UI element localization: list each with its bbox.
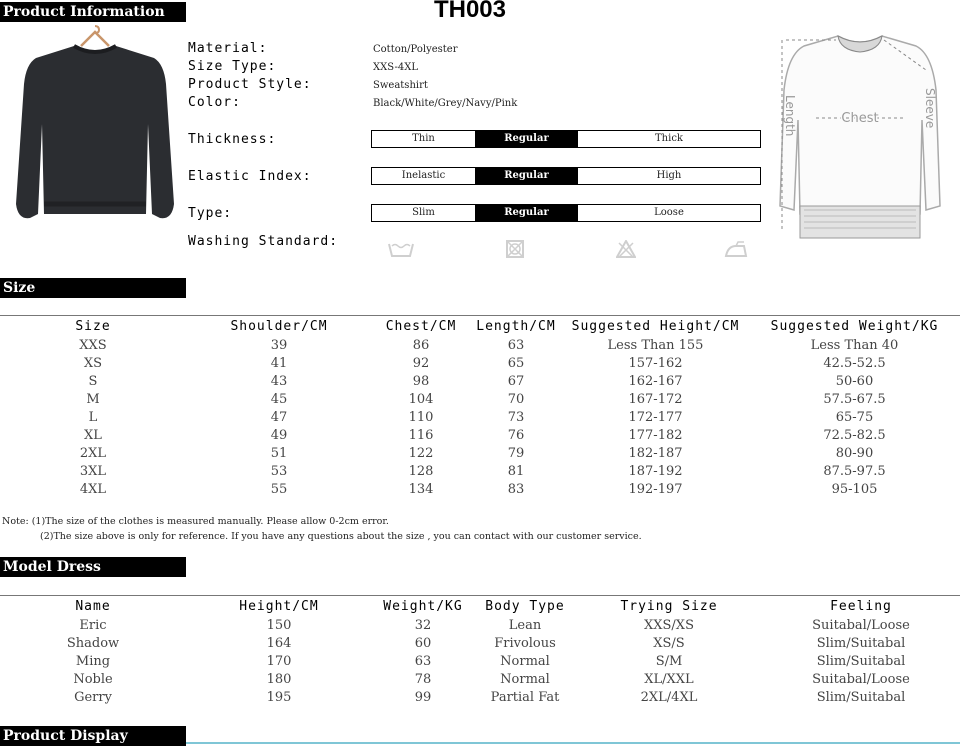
- cell: 49: [270, 427, 288, 443]
- no-tumble-dry-icon: [506, 240, 524, 263]
- cell: Less Than 155: [607, 337, 704, 353]
- type-option-regular: Regular: [475, 205, 578, 221]
- color-value: Black/White/Grey/Navy/Pink: [373, 98, 518, 109]
- cell: XS/S: [653, 635, 685, 651]
- table-row: [0, 616, 960, 634]
- cell: 67: [507, 373, 525, 389]
- cell: 164: [266, 635, 292, 651]
- cell: Shadow: [66, 635, 120, 651]
- section-header-product-display: Product Display: [0, 726, 186, 746]
- cell: 72.5-82.5: [823, 427, 886, 443]
- cell: XL: [84, 427, 102, 443]
- model-table-header: [0, 597, 960, 616]
- table-row: [0, 444, 960, 462]
- cell: 195: [266, 689, 292, 705]
- thickness-label: Thickness:: [188, 132, 277, 147]
- cell: M: [86, 391, 100, 407]
- cell: S/M: [655, 653, 683, 669]
- cell: 70: [507, 391, 525, 407]
- thickness-option-thin: Thin: [412, 133, 435, 144]
- cell: 65: [507, 355, 525, 371]
- size-type-value: XXS-4XL: [373, 62, 418, 73]
- cell: 4XL: [79, 481, 107, 497]
- cell: Noble: [73, 671, 113, 687]
- cell: 99: [414, 689, 432, 705]
- cell: 104: [408, 391, 434, 407]
- cell: Partial Fat: [490, 689, 560, 705]
- cell: 43: [270, 373, 288, 389]
- cell: 170: [266, 653, 292, 669]
- cell: 55: [270, 481, 288, 497]
- table-row: [0, 670, 960, 688]
- cell: XS: [83, 355, 103, 371]
- column-header: Suggested Weight/KG: [770, 319, 939, 334]
- elastic-scale: [371, 167, 761, 185]
- size-note-2: (2)The size above is only for reference. If you have any questions about the size , you can contact with our customer service.: [40, 531, 642, 542]
- cell: Slim/Suitabal: [816, 653, 906, 669]
- table-row: [0, 652, 960, 670]
- product-style-label: Product Style:: [188, 77, 312, 92]
- table-row: [0, 480, 960, 498]
- column-header: Height/CM: [239, 599, 319, 614]
- cell: Suitabal/Loose: [812, 671, 910, 687]
- cell: 63: [414, 653, 432, 669]
- cell: Frivolous: [494, 635, 556, 651]
- cell: 39: [270, 337, 288, 353]
- washing-standard-label: Washing Standard:: [188, 234, 339, 249]
- cell: Slim/Suitabal: [816, 635, 906, 651]
- cell: Gerry: [74, 689, 112, 705]
- cell: 2XL: [79, 445, 107, 461]
- cell: Ming: [75, 653, 111, 669]
- cell: XL/XXL: [644, 671, 694, 687]
- column-header: Trying Size: [620, 599, 718, 614]
- cell: 87.5-97.5: [823, 463, 886, 479]
- size-table: [0, 317, 960, 498]
- cell: Lean: [508, 617, 542, 633]
- cell: Slim/Suitabal: [816, 689, 906, 705]
- cell: 76: [507, 427, 525, 443]
- cell: Eric: [79, 617, 107, 633]
- column-header: Weight/KG: [383, 599, 463, 614]
- cell: 81: [507, 463, 525, 479]
- cell: Normal: [500, 653, 550, 669]
- cell: 172-177: [628, 409, 683, 425]
- cell: 116: [408, 427, 434, 443]
- cell: 83: [507, 481, 525, 497]
- no-bleach-icon: [616, 240, 636, 263]
- cell: 79: [507, 445, 525, 461]
- section-header-model-dress: Model Dress: [0, 557, 186, 577]
- cell: 50-60: [835, 373, 874, 389]
- section-header-size: Size: [0, 278, 186, 298]
- cell: 180: [266, 671, 292, 687]
- cell: 98: [412, 373, 430, 389]
- cell: 73: [507, 409, 525, 425]
- type-option-slim: Slim: [412, 207, 435, 218]
- material-label: Material:: [188, 41, 268, 56]
- cell: 3XL: [79, 463, 107, 479]
- cell: 60: [414, 635, 432, 651]
- cell: 86: [412, 337, 430, 353]
- cell: 187-192: [628, 463, 683, 479]
- cell: 157-162: [628, 355, 683, 371]
- size-type-label: Size Type:: [188, 59, 277, 74]
- cell: 51: [270, 445, 288, 461]
- diagram-chest-label: Chest: [841, 111, 879, 126]
- cell: 2XL/4XL: [640, 689, 698, 705]
- type-scale: [371, 204, 761, 222]
- cell: 182-187: [628, 445, 683, 461]
- cell: L: [88, 409, 98, 425]
- cell: 47: [270, 409, 288, 425]
- section-header-product-information: Product Information: [0, 2, 186, 22]
- cell: 53: [270, 463, 288, 479]
- diagram-length-label: Length: [783, 95, 797, 137]
- elastic-index-label: Elastic Index:: [188, 169, 312, 184]
- column-header: Length/CM: [476, 319, 556, 334]
- sweatshirt-photo: [14, 24, 176, 224]
- table-row: [0, 390, 960, 408]
- cell: 128: [408, 463, 434, 479]
- size-table-top-rule: [0, 315, 960, 316]
- cell: 110: [408, 409, 434, 425]
- measurement-diagram: [776, 30, 944, 246]
- product-code: TH003: [433, 0, 507, 23]
- cell: 65-75: [835, 409, 874, 425]
- cell: Normal: [500, 671, 550, 687]
- hand-wash-icon: [388, 240, 414, 263]
- table-row: [0, 354, 960, 372]
- iron-icon: [724, 240, 748, 263]
- column-header: Suggested Height/CM: [571, 319, 740, 334]
- cell: 150: [266, 617, 292, 633]
- cell: 42.5-52.5: [823, 355, 886, 371]
- cell: XXS: [79, 337, 107, 353]
- table-row: [0, 336, 960, 354]
- thickness-option-regular: Regular: [475, 131, 578, 147]
- diagram-sleeve-label: Sleeve: [923, 88, 937, 129]
- cell: 45: [270, 391, 288, 407]
- cell: 162-167: [628, 373, 683, 389]
- elastic-option-inelastic: Inelastic: [401, 170, 446, 181]
- table-row: [0, 426, 960, 444]
- column-header: Shoulder/CM: [230, 319, 328, 334]
- table-row: [0, 462, 960, 480]
- column-header: Size: [75, 319, 111, 334]
- cell: 80-90: [835, 445, 874, 461]
- elastic-option-high: High: [656, 170, 682, 181]
- cell: 57.5-67.5: [823, 391, 886, 407]
- cell: 78: [414, 671, 432, 687]
- size-note-1: Note: (1)The size of the clothes is measured manually. Please allow 0-2cm error.: [2, 516, 389, 527]
- product-style-value: Sweatshirt: [373, 80, 428, 91]
- column-header: Feeling: [830, 599, 892, 614]
- cell: 32: [414, 617, 432, 633]
- material-value: Cotton/Polyester: [373, 44, 458, 55]
- cell: 92: [412, 355, 430, 371]
- model-table: [0, 597, 960, 706]
- color-label: Color:: [188, 95, 241, 110]
- table-row: [0, 408, 960, 426]
- cell: 122: [408, 445, 434, 461]
- cell: 192-197: [628, 481, 683, 497]
- table-row: [0, 372, 960, 390]
- column-header: Name: [75, 599, 111, 614]
- cell: 167-172: [628, 391, 683, 407]
- thickness-scale: [371, 130, 761, 148]
- type-label: Type:: [188, 206, 233, 221]
- cell: Less Than 40: [810, 337, 899, 353]
- table-row: [0, 634, 960, 652]
- cell: 95-105: [831, 481, 878, 497]
- column-header: Chest/CM: [385, 319, 457, 334]
- column-header: Body Type: [485, 599, 565, 614]
- cell: 134: [408, 481, 434, 497]
- model-table-top-rule: [0, 595, 960, 596]
- cell: 41: [270, 355, 288, 371]
- cell: 177-182: [628, 427, 683, 443]
- table-row: [0, 688, 960, 706]
- type-option-loose: Loose: [654, 207, 684, 218]
- cell: XXS/XS: [644, 617, 694, 633]
- size-table-header: [0, 317, 960, 336]
- cell: S: [88, 373, 98, 389]
- cell: Suitabal/Loose: [812, 617, 910, 633]
- elastic-option-regular: Regular: [475, 168, 578, 184]
- thickness-option-thick: Thick: [655, 133, 683, 144]
- display-divider: [186, 742, 960, 744]
- cell: 63: [507, 337, 525, 353]
